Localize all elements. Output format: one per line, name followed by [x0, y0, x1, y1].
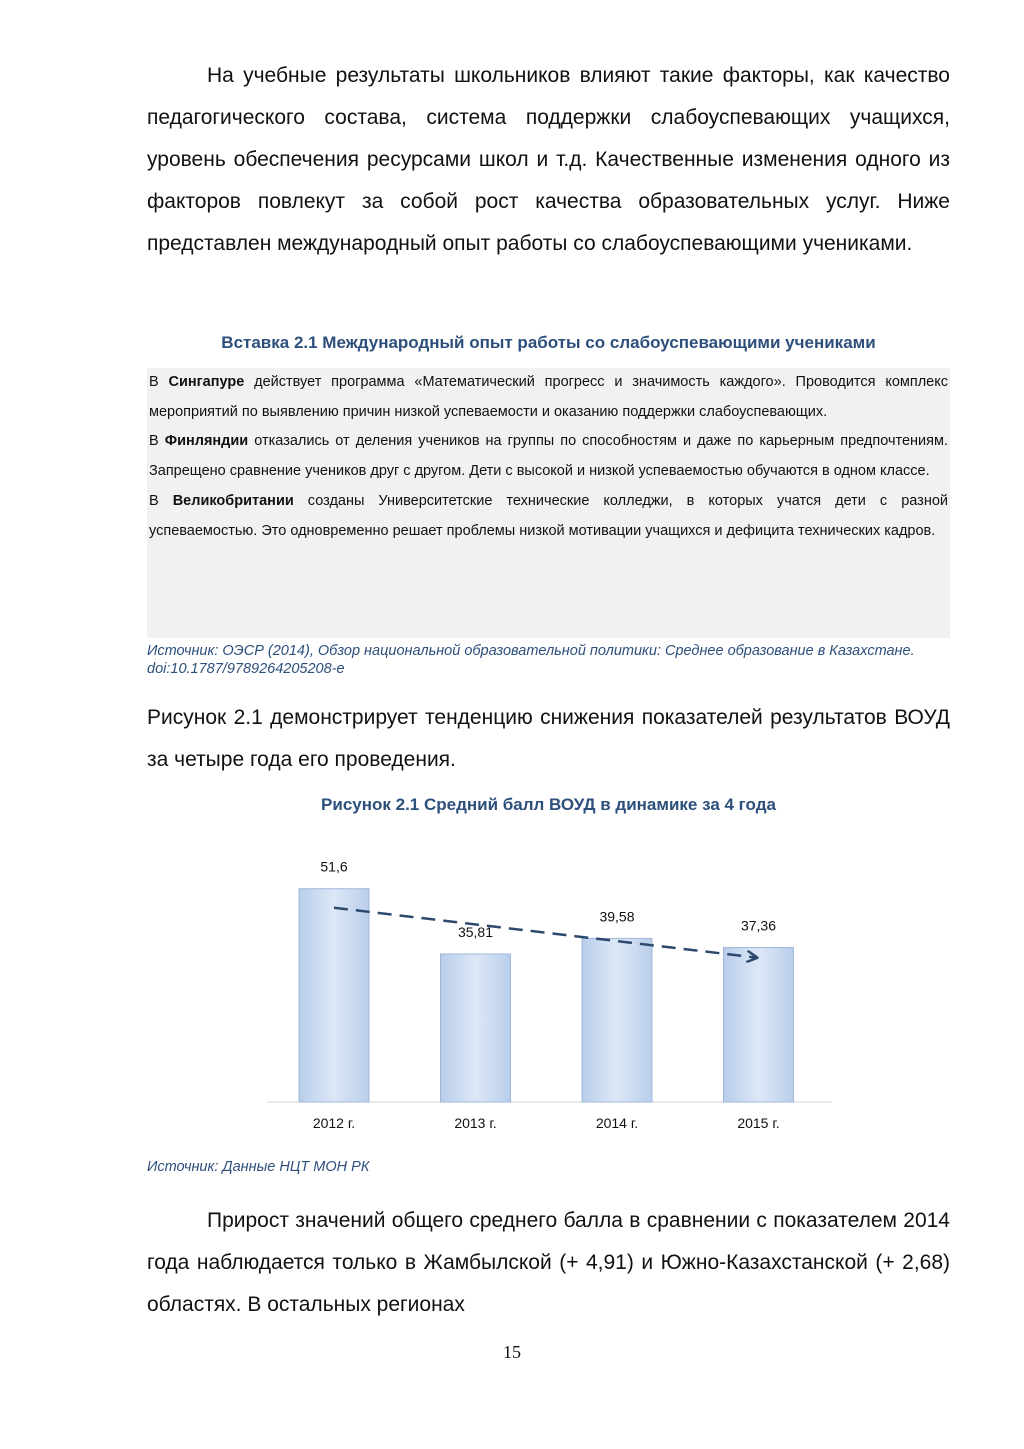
figure-intro-paragraph: Рисунок 2.1 демонстрирует тенденцию снижения показателей результатов ВОУД за четыре года его проведения. [147, 706, 950, 771]
value-label-0: 51,6 [320, 858, 348, 875]
value-label-3: 37,36 [740, 917, 777, 934]
country-singapore: Сингапуре [168, 374, 245, 390]
bar-2 [582, 938, 652, 1102]
bar-1 [441, 954, 511, 1102]
insert-prefix: В [149, 433, 165, 450]
value-label-1: 35,81 [457, 923, 494, 940]
insert-text: созданы Университетские технические колледжи, в которых учатся дети с разной успеваемостью. Это одновременно решает проблемы низкой мотивации учащихся и дефицита технических кадров. [149, 492, 948, 539]
country-uk: Великобритании [172, 492, 294, 509]
value-label-2: 39,58 [599, 908, 635, 925]
insert-prefix: В [149, 492, 173, 509]
insert-source: Источник: ОЭСР (2014), Обзор национальной образовательной политики: Среднее образование в Казахстане. doi:10.1787/9789264205208-e [147, 643, 915, 677]
insert-text: отказались от деления учеников на группы по способностям и даже по карьерным предпочтениям. Запрещено сравнение учеников друг с другом. Дети с высокой и низкой успеваемостью обучаются в одном классе. [149, 433, 949, 480]
x-tick-label-0: 2012 г. [312, 1115, 356, 1131]
x-tick-label-2: 2014 г. [595, 1115, 639, 1131]
intro-paragraph: На учебные результаты школьников влияют такие факторы, как качество педагогического состава, система поддержки слабоуспевающих учащихся, уровень обеспечения ресурсами школ и т.д. Качественные изменения одного из факторов повлекут за собой рост качества образовательных услуг. Ниже представлен международный опыт работы со слабоуспевающими учениками. [147, 64, 950, 255]
x-tick-label-1: 2013 г. [454, 1115, 497, 1131]
figure-source: Источник: Данные НЦТ МОН РК [147, 1159, 370, 1175]
insert-prefix: В [149, 374, 169, 390]
figure-title: Рисунок 2.1 Средний балл ВОУД в динамике за 4 года [321, 795, 776, 814]
bar-3 [724, 948, 794, 1102]
bars-group [299, 889, 794, 1102]
insert-item-uk [147, 487, 950, 546]
insert-item-singapore [147, 368, 950, 427]
insert-title: Вставка 2.1 Международный опыт работы со слабоуспевающими учениками [221, 333, 876, 352]
x-tick-label-3: 2015 г. [737, 1115, 780, 1131]
bar-0 [299, 889, 369, 1102]
insert-box [147, 368, 950, 638]
value-labels-group [320, 859, 776, 940]
insert-text: действует программа «Математический прогресс и значимость каждого». Проводится комплекс мероприятий по выявлению причин низкой успеваемости и оказанию поддержки слабоуспевающих. [149, 374, 949, 420]
insert-item-finland [147, 427, 950, 486]
country-finland: Финляндии [164, 433, 249, 450]
bar-chart [247, 840, 847, 1145]
growth-paragraph: Прирост значений общего среднего балла в сравнении с показателем 2014 года наблюдается только в Жамбылской (+ 4,91) и Южно-Казахстанской (+ 2,68) областях. В остальных регионах [147, 1209, 950, 1316]
trend-arrow [334, 908, 757, 958]
page-number: 15 [503, 1342, 521, 1362]
x-tick-labels-group [313, 1115, 780, 1131]
